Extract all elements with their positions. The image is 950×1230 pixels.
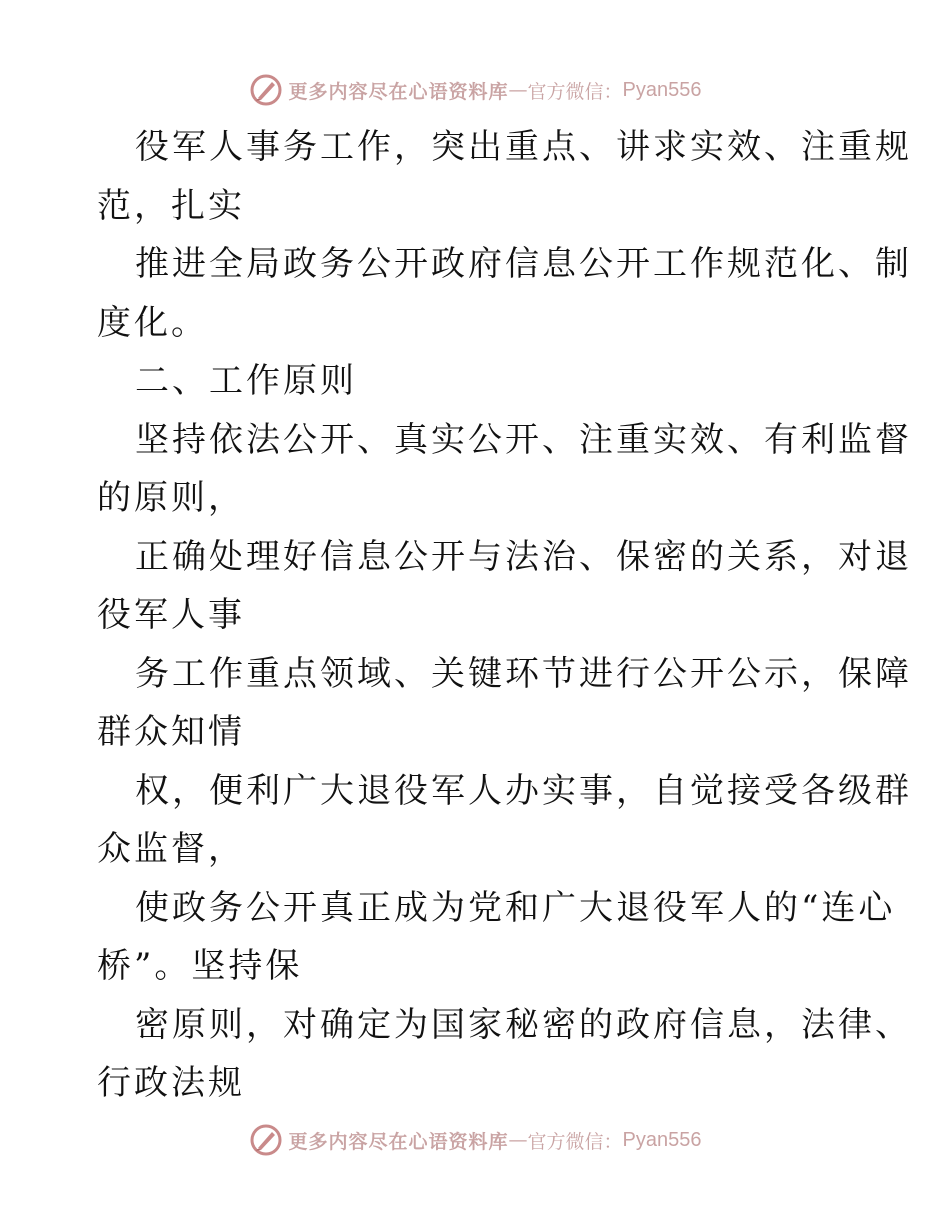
watermark-brand: 更多内容尽在心语资料库 xyxy=(288,1130,509,1153)
body-line: 务工作重点领域、关键环节进行公开公示，保障 xyxy=(135,653,912,694)
body-line: 密原则，对确定为国家秘密的政府信息，法律、 xyxy=(135,1004,912,1045)
watermark-contact-id: Pyan556 xyxy=(622,1128,702,1151)
body-line: 正确处理好信息公开与法治、保密的关系，对退 xyxy=(135,536,912,577)
watermark-dash: — xyxy=(508,1129,528,1151)
document-body xyxy=(97,118,912,1113)
watermark-dash: — xyxy=(508,79,528,101)
body-line: 行政法规 xyxy=(97,1063,245,1103)
section-heading: 二、工作原则 xyxy=(135,361,357,401)
body-line: 推进全局政务公开政府信息公开工作规范化、制 xyxy=(135,244,912,284)
body-line: 坚持依法公开、真实公开、注重实效、有利监督 xyxy=(135,419,912,460)
body-line: 役军人事 xyxy=(97,595,245,635)
body-line: 的原则， xyxy=(97,478,245,518)
watermark-contact-label: 官方微信： xyxy=(527,1130,623,1153)
watermark-contact-id: Pyan556 xyxy=(622,78,702,101)
header-watermark xyxy=(0,70,950,110)
footer-watermark xyxy=(0,1120,950,1160)
watermark-brand: 更多内容尽在心语资料库 xyxy=(288,80,509,103)
body-line: 役军人事务工作，突出重点、讲求实效、注重规 xyxy=(135,127,912,167)
body-line: 群众知情 xyxy=(97,712,245,752)
body-line: 范，扎实 xyxy=(97,185,245,226)
body-line: 度化。 xyxy=(97,302,208,343)
body-line: 使政务公开真正成为党和广大退役军人的“连心 xyxy=(135,887,896,928)
body-line: 桥”。坚持保 xyxy=(97,946,303,986)
brush-logo-icon xyxy=(249,1123,283,1157)
body-line: 众监督， xyxy=(97,829,245,869)
brush-logo-icon xyxy=(249,73,283,107)
body-line: 权，便利广大退役军人办实事，自觉接受各级群 xyxy=(135,770,912,811)
watermark-contact-label: 官方微信： xyxy=(527,80,623,103)
